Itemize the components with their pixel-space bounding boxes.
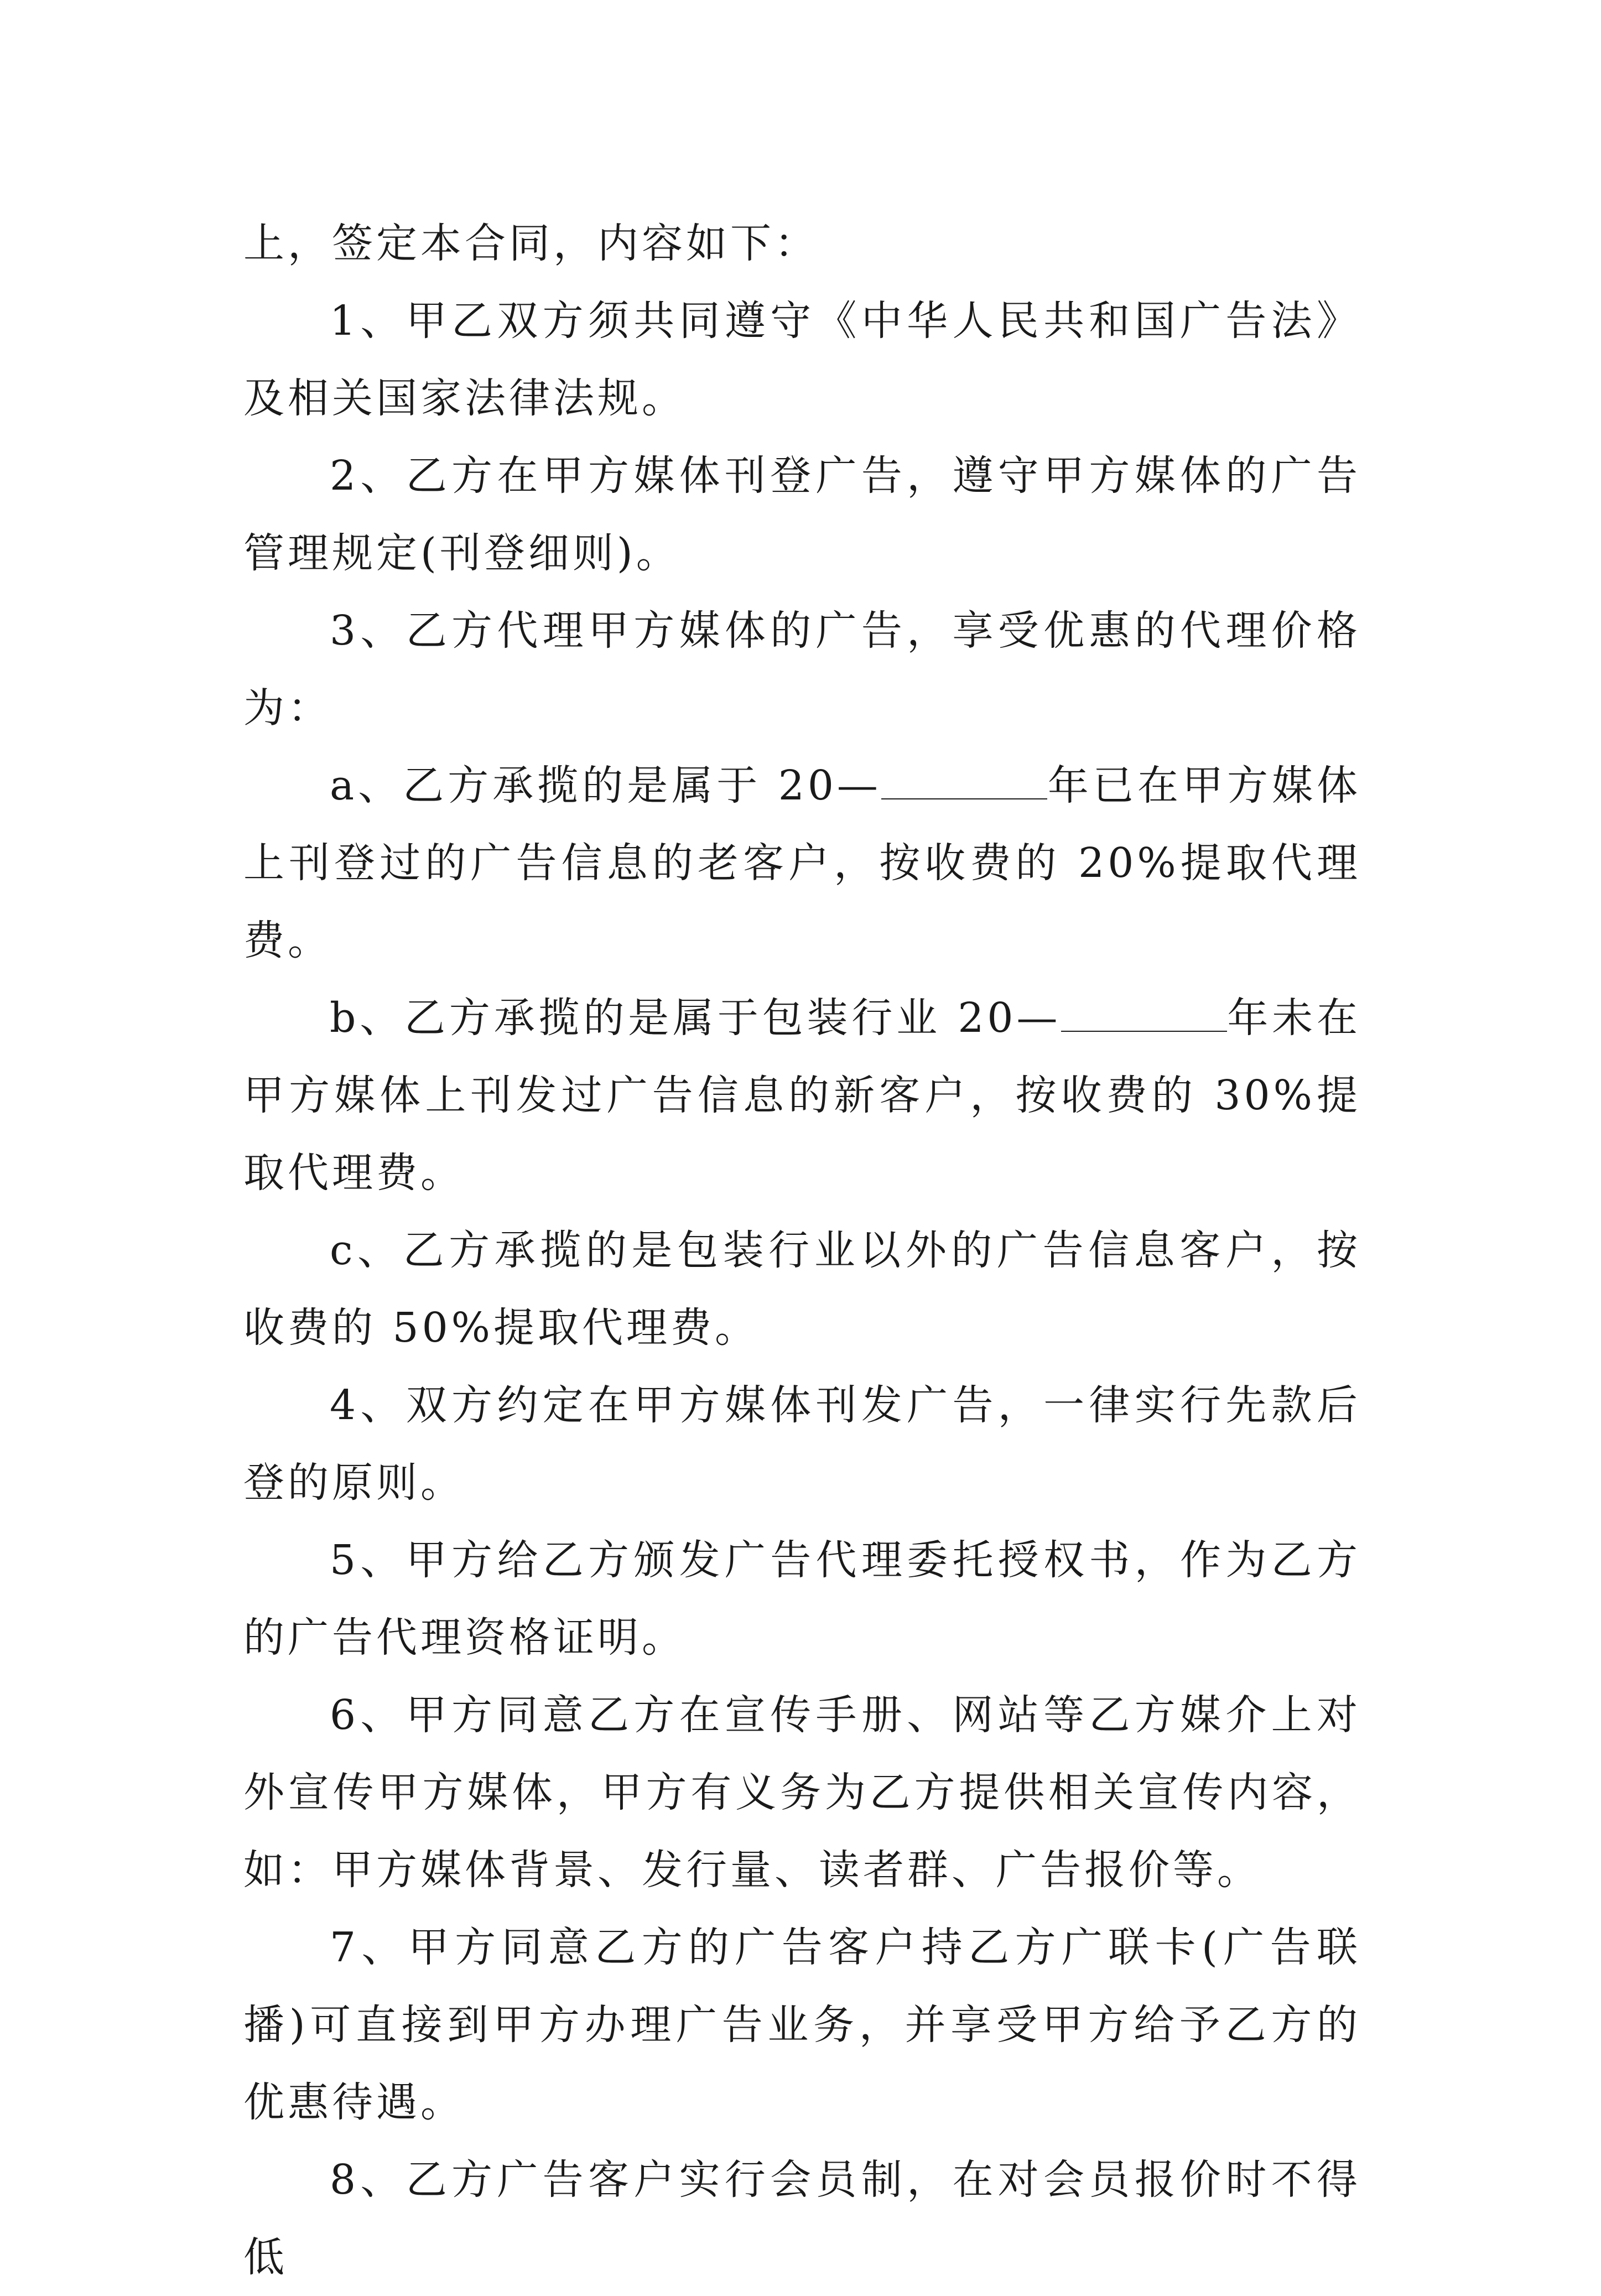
paragraph-clause-3c: c、乙方承揽的是包装行业以外的广告信息客户，按收费的 50%提取代理费。 — [243, 1227, 1361, 1352]
paragraph-clause-8: 8、乙方广告客户实行会员制，在对会员报价时不得低 — [243, 2156, 1361, 2281]
clause-3b-suffix: 年未在甲方媒体上刊发过广告信息的新客户，按收费的 30%提取代理费。 — [243, 994, 1361, 1197]
paragraph-intro: 上，签定本合同，内容如下： — [243, 220, 819, 267]
fill-in-blank-year-a — [881, 757, 1047, 799]
paragraph-clause-1: 1、甲乙双方须共同遵守《中华人民共和国广告法》及相关国家法律法规。 — [243, 297, 1361, 422]
paragraph-clause-5: 5、甲方给乙方颁发广告代理委托授权书，作为乙方的广告代理资格证明。 — [243, 1536, 1361, 1661]
paragraph-clause-7: 7、甲方同意乙方的广告客户持乙方广联卡(广告联播)可直接到甲方办理广告业务，并享受甲方给予乙方的优惠待遇。 — [243, 1924, 1361, 2126]
paragraph-clause-3b — [243, 979, 1361, 1212]
paragraph-clause-3: 3、乙方代理甲方媒体的广告，享受优惠的代理价格为： — [243, 607, 1361, 732]
paragraph-clause-3a — [243, 747, 1361, 979]
paragraph-clause-2: 2、乙方在甲方媒体刊登广告，遵守甲方媒体的广告管理规定(刊登细则)。 — [243, 452, 1361, 577]
clause-3a-suffix: 年已在甲方媒体上刊登过的广告信息的老客户，按收费的 20%提取代理费。 — [243, 762, 1361, 964]
paragraph-clause-4: 4、双方约定在甲方媒体刊发广告，一律实行先款后登的原则。 — [243, 1381, 1361, 1507]
fill-in-blank-year-b — [1061, 990, 1227, 1032]
document-body — [243, 205, 1361, 2296]
paragraph-clause-6: 6、甲方同意乙方在宣传手册、网站等乙方媒介上对外宣传甲方媒体，甲方有义务为乙方提供相关宣传内容，如：甲方媒体背景、发行量、读者群、广告报价等。 — [243, 1691, 1361, 1894]
clause-3b-prefix: b、乙方承揽的是属于包装行业 20— — [330, 994, 1061, 1042]
clause-3a-prefix: a、乙方承揽的是属于 20— — [330, 762, 881, 809]
